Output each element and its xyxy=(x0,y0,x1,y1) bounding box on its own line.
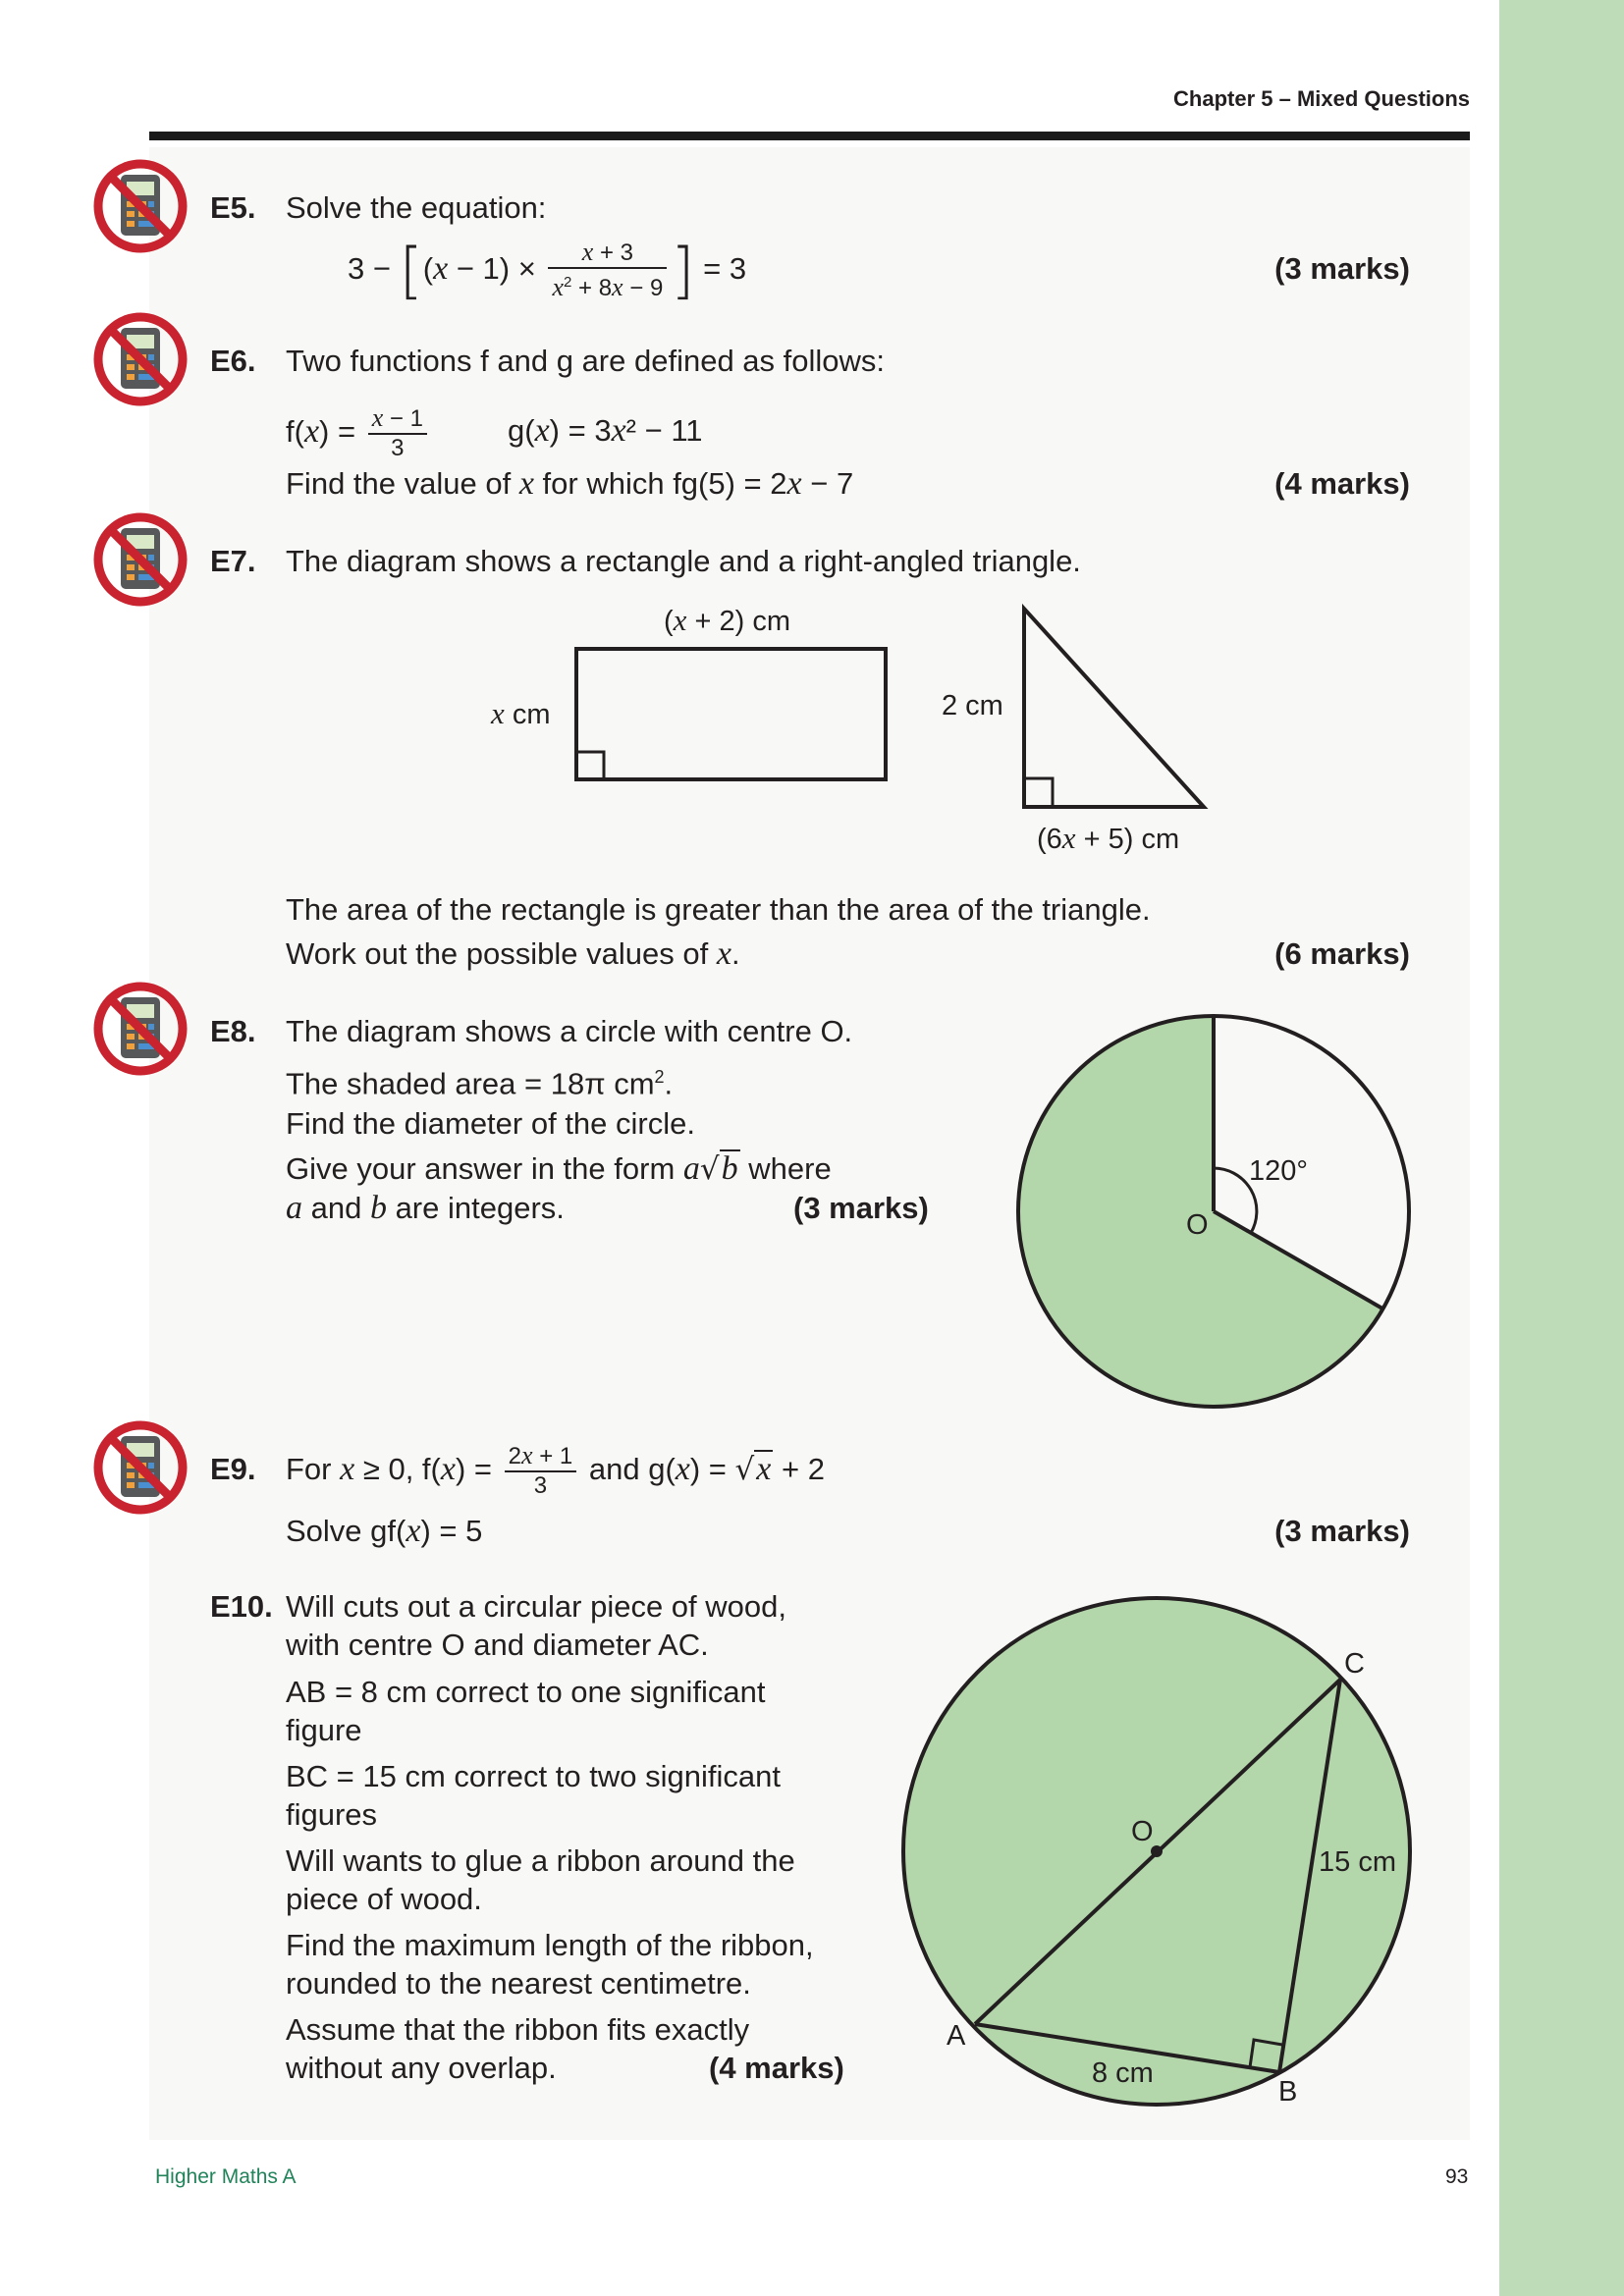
triangle-side-label: 2 cm xyxy=(942,690,1003,721)
e10-line: with centre O and diameter AC. xyxy=(286,1628,709,1662)
point-c-label: C xyxy=(1344,1648,1365,1680)
centre-label: O xyxy=(1186,1209,1209,1241)
e5-fraction: $\frac{x + 3}{x^2 + 8x - 9}$ xyxy=(548,239,667,302)
length-ab-label: 8 cm xyxy=(1092,2057,1154,2089)
e8-line5: a and b are integers. xyxy=(286,1190,565,1226)
length-bc-label: 15 cm xyxy=(1319,1846,1396,1878)
e10-line: figures xyxy=(286,1797,378,1832)
book-title: Higher Maths A xyxy=(155,2165,297,2188)
e9-definition: For x ≥ 0, f(x) = $\frac{2x + 1}{3}$ and g(x) = √x + 2 xyxy=(286,1441,825,1500)
angle-label: 120° xyxy=(1249,1155,1308,1187)
rectangle-side-label: x cm xyxy=(491,696,551,730)
e10-line: Will wants to glue a ribbon around the xyxy=(286,1843,795,1878)
point-a-label: A xyxy=(947,2020,966,2052)
question-number: E6. xyxy=(210,344,256,378)
e7-line1: The area of the rectangle is greater than the area of the triangle. xyxy=(286,892,1151,927)
e6-f-definition: f(x) = $\frac{x - 1}{3}$ xyxy=(286,402,431,462)
marks: (3 marks) xyxy=(1274,251,1410,286)
question-number: E9. xyxy=(210,1452,256,1486)
e6-find: Find the value of x for which fg(5) = 2x − 7 xyxy=(286,465,854,502)
question-number: E10. xyxy=(210,1589,273,1624)
question-number: E7. xyxy=(210,544,256,578)
point-o-label: O xyxy=(1131,1816,1154,1847)
e10-line: piece of wood. xyxy=(286,1882,482,1916)
point-b-label: B xyxy=(1278,2076,1298,2108)
e5-equation: 3 − [(x − 1) × $\frac{x + 3}{x^2 + 8x - 9}$ ] = 3 xyxy=(348,234,747,306)
page-number: 93 xyxy=(1445,2165,1469,2188)
e10-line: figure xyxy=(286,1713,362,1747)
e10-line: BC = 15 cm correct to two significant xyxy=(286,1759,781,1793)
triangle-base-label: (6x + 5) cm xyxy=(1037,821,1180,855)
e9-solve: Solve gf(x) = 5 xyxy=(286,1513,483,1549)
e10-line: Will cuts out a circular piece of wood, xyxy=(286,1589,786,1624)
marks: (3 marks) xyxy=(793,1191,929,1225)
marks: (6 marks) xyxy=(1274,936,1410,971)
e6-g-definition: g(x) = 3x² − 11 xyxy=(508,412,703,449)
e7-line2: Work out the possible values of x. xyxy=(286,935,740,972)
e10-line: Assume that the ribbon fits exactly xyxy=(286,2012,750,2047)
question-number: E8. xyxy=(210,1014,256,1048)
question-number: E5. xyxy=(210,190,256,225)
e8-line3: Find the diameter of the circle. xyxy=(286,1106,695,1141)
rectangle-top-label: (x + 2) cm xyxy=(664,603,790,637)
e10-line: without any overlap. xyxy=(286,2051,557,2085)
e8-line4: Give your answer in the form a√b where xyxy=(286,1150,832,1187)
e10-line: Find the maximum length of the ribbon, xyxy=(286,1928,814,1962)
e10-line: rounded to the nearest centimetre. xyxy=(286,1966,751,2001)
marks: (3 marks) xyxy=(1274,1514,1410,1548)
question-prompt: The diagram shows a rectangle and a right-angled triangle. xyxy=(286,544,1081,578)
question-prompt: Two functions f and g are defined as follows: xyxy=(286,344,886,378)
e8-line2: The shaded area = 18π $cm^2$. xyxy=(286,1066,674,1101)
e10-line: AB = 8 cm correct to one significant xyxy=(286,1675,766,1709)
chapter-title: Chapter 5 – Mixed Questions xyxy=(1173,86,1470,111)
marks: (4 marks) xyxy=(1274,466,1410,501)
e8-line1: The diagram shows a circle with centre O. xyxy=(286,1014,853,1048)
question-prompt: Solve the equation: xyxy=(286,190,547,225)
marks: (4 marks) xyxy=(709,2051,844,2085)
